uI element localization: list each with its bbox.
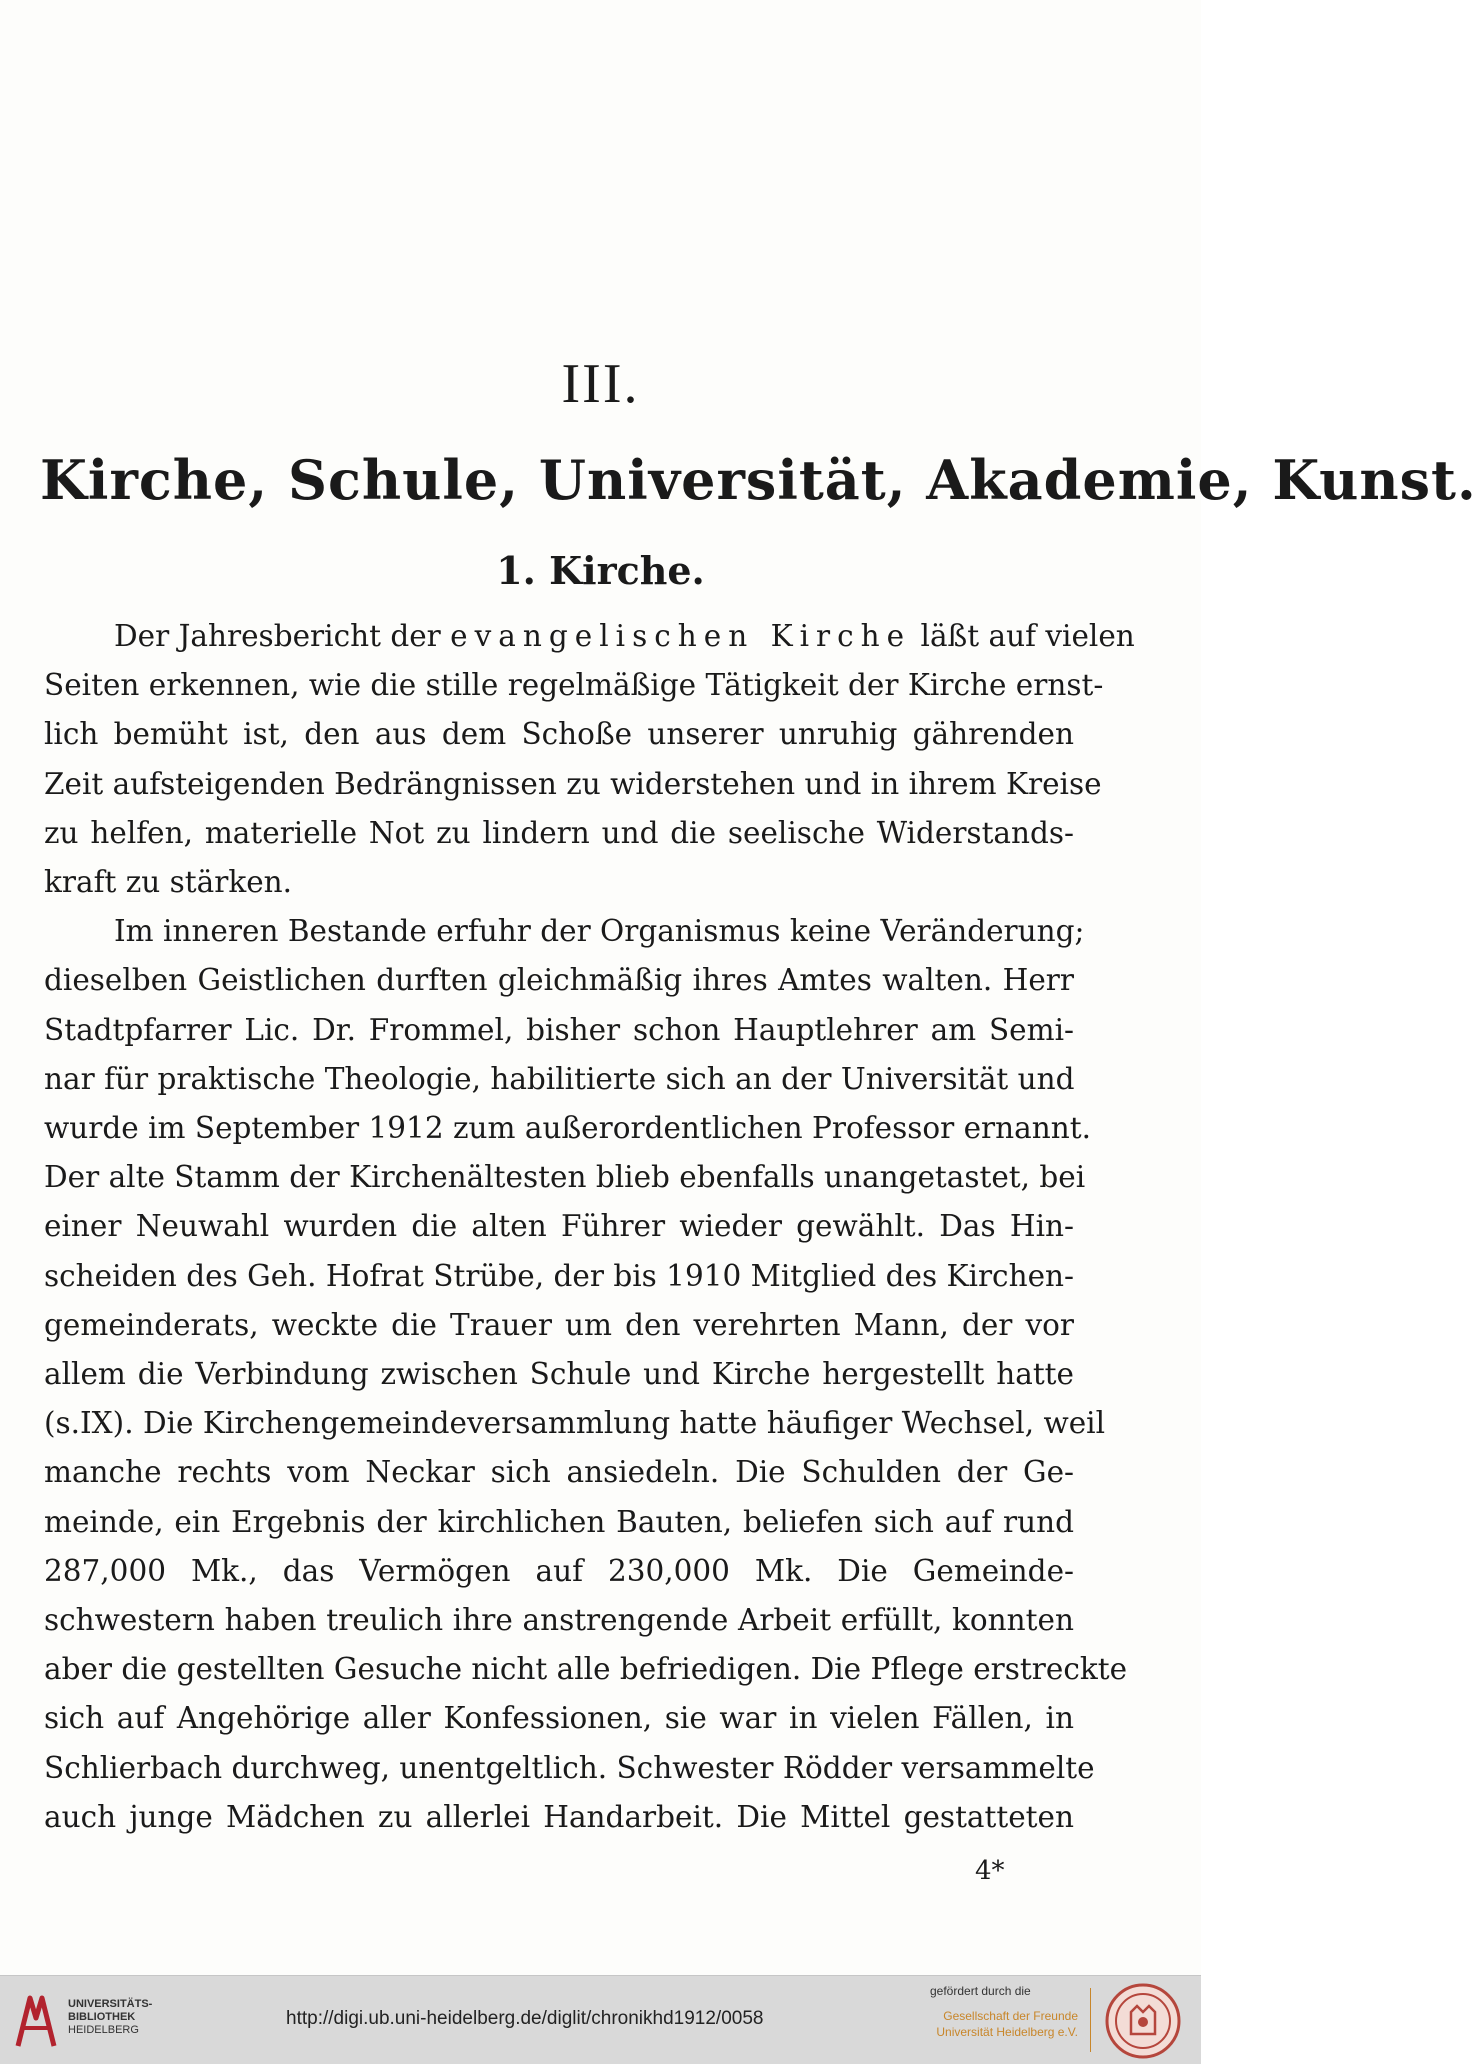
text-line: kraft zu stärken. bbox=[44, 865, 293, 900]
text-line: auch junge Mädchen zu allerlei Handarbeit. Die Mittel gestatteten bbox=[44, 1799, 1074, 1834]
text-line: Schlierbach durchweg, unentgeltlich. Schwester Rödder versammelte bbox=[44, 1750, 1095, 1785]
text-line: Seiten erkennen, wie die stille regelmäßige Tätigkeit der Kirche ernst- bbox=[44, 668, 1104, 703]
society-name-line: Gesellschaft der Freunde bbox=[943, 2009, 1078, 2023]
footer-bar bbox=[0, 1975, 1201, 2064]
library-name[interactable] bbox=[68, 1998, 152, 2037]
library-logo-icon[interactable] bbox=[10, 1988, 62, 2052]
text-line: nar für praktische Theologie, habilitierte sich an der Universität und bbox=[44, 1061, 1075, 1096]
chapter-number: III. bbox=[561, 353, 640, 415]
text-line: einer Neuwahl wurden die alten Führer wieder gewählt. Das Hin- bbox=[44, 1209, 1074, 1244]
text-line: lich bemüht ist, den aus dem Schoße unserer unruhig gährenden bbox=[44, 717, 1074, 752]
text-line: Stadtpfarrer Lic. Dr. Frommel, bisher schon Hauptlehrer am Semi- bbox=[44, 1012, 1074, 1047]
society-name-line: Universität Heidelberg e.V. bbox=[936, 2025, 1078, 2039]
text-line: scheiden des Geh. Hofrat Strübe, der bis 1910 Mitglied des Kirchen- bbox=[44, 1258, 1074, 1293]
text-line: manche rechts vom Neckar sich ansiedeln. Die Schulden der Ge- bbox=[44, 1455, 1074, 1490]
text-line: meinde, ein Ergebnis der kirchlichen Bauten, beliefen sich auf rund bbox=[44, 1504, 1074, 1539]
library-name-line: BIBLIOTHEK bbox=[68, 2011, 136, 2023]
text-line: aber die gestellten Gesuche nicht alle befriedigen. Die Pflege erstreckte bbox=[44, 1652, 1128, 1687]
permalink-url[interactable]: http://digi.ub.uni-heidelberg.de/diglit/chronikhd1912/0058 bbox=[286, 2008, 764, 2029]
text-line: Der alte Stamm der Kirchenältesten blieb ebenfalls unangetastet, bei bbox=[44, 1160, 1086, 1195]
text-line: allem die Verbindung zwischen Schule und Kirche hergestellt hatte bbox=[44, 1357, 1074, 1392]
section-title: 1. Kirche. bbox=[496, 548, 705, 593]
text-line: Im inneren Bestande erfuhr der Organismus keine Veränderung; bbox=[114, 914, 1085, 949]
text-line: schwestern haben treulich ihre anstrengende Arbeit erfüllt, konnten bbox=[44, 1603, 1074, 1638]
text-line: zu helfen, materielle Not zu lindern und die seelische Widerstands- bbox=[44, 815, 1074, 850]
text-line: (s.IX). Die Kirchengemeindeversammlung hatte häufiger Wechsel, weil bbox=[44, 1406, 1106, 1441]
footer-divider bbox=[1090, 1988, 1091, 2052]
text-segment: Der Jahresbericht der bbox=[114, 619, 451, 653]
library-name-line: HEIDELBERG bbox=[68, 2024, 139, 2036]
library-name-line: UNIVERSITÄTS- bbox=[68, 1998, 153, 2010]
text-line: wurde im September 1912 zum außerordentlichen Professor ernannt. bbox=[44, 1111, 1091, 1146]
funded-by-label: gefördert durch die bbox=[930, 1984, 1031, 1998]
signature-mark: 4* bbox=[975, 1856, 1005, 1886]
society-name[interactable] bbox=[930, 2008, 1078, 2040]
emphasized-text: evangelischen Kirche bbox=[450, 619, 912, 653]
text-segment: läßt auf vielen bbox=[911, 619, 1135, 653]
text-line: 287,000 Mk., das Vermögen auf 230,000 Mk. Die Gemeinde- bbox=[44, 1553, 1074, 1588]
chapter-title: Kirche, Schule, Universität, Akademie, Kunst. bbox=[40, 448, 1477, 512]
text-line bbox=[44, 612, 1135, 661]
text-line: sich auf Angehörige aller Konfessionen, sie war in vielen Fällen, in bbox=[44, 1701, 1074, 1736]
text-line: Zeit aufsteigenden Bedrängnissen zu widerstehen und in ihrem Kreise bbox=[44, 766, 1102, 801]
text-line: dieselben Geistlichen durften gleichmäßig ihres Amtes walten. Herr bbox=[44, 963, 1074, 998]
body-text bbox=[44, 612, 1135, 1842]
text-line: gemeinderats, weckte die Trauer um den verehrten Mann, der vor bbox=[44, 1307, 1074, 1342]
university-seal-icon[interactable] bbox=[1104, 1982, 1182, 2060]
